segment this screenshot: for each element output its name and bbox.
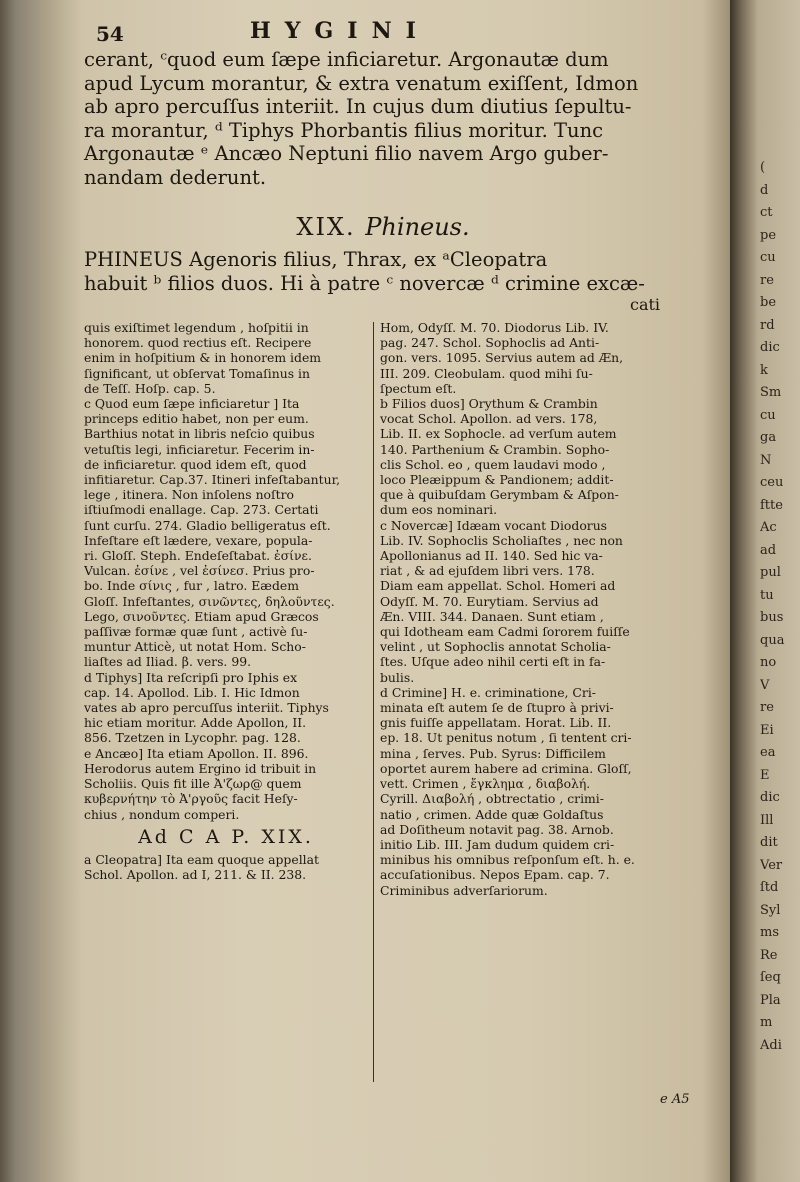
facing-page-edge (730, 0, 800, 1182)
note-line: ad Doſitheum notavit pag. 38. Arnob. (380, 821, 614, 837)
facing-page-fragment: V (760, 677, 770, 692)
notes-right-column (380, 320, 680, 898)
note-line: Æn. VIII. 344. Danaen. Sunt etiam , (380, 608, 604, 624)
note-line: pag. 247. Schol. Sophoclis ad Anti- (380, 335, 600, 351)
book-page (40, 0, 730, 1182)
note-line: minata eſt autem ſe de ſtupro à privi- (380, 700, 614, 716)
note-line: clis Schol. eo , quem laudavi modo , (380, 456, 606, 472)
note-line: d Crimine] H. e. criminatione, Cri- (380, 684, 596, 700)
note-line: 140. Parthenium & Crambin. Sopho- (380, 441, 610, 457)
note-line: ſpectum eſt. (380, 380, 457, 396)
facing-page-fragment: qua (760, 632, 785, 647)
note-line: Herodorus autem Ergino id tribuit in (84, 760, 317, 776)
note-line: Odyſſ. M. 70. Eurytiam. Servius ad (380, 593, 599, 609)
catchword: cati (630, 295, 661, 314)
note-line: natio , crimen. Adde quæ Goldaſtus (380, 806, 604, 822)
facing-page-fragment: pul (760, 565, 781, 579)
facing-page-fragment: cu (760, 250, 776, 264)
facing-page-fragment: ms (760, 925, 779, 939)
note-line: vetuſtis legi, inficiaretur. Fecerim in- (84, 441, 315, 457)
note-line: que à quibuſdam Gerymbam & Aſpon- (380, 487, 619, 503)
note-line: ep. 18. Ut penitus notum , ſi tentent cri- (380, 730, 632, 746)
running-header (40, 18, 730, 48)
note-line: vates ab apro percuſſus interiit. Tiphys (84, 700, 329, 716)
main-line: Argonautæ ᵉ Ancæo Neptuni filio navem Argo guber- (84, 142, 609, 165)
note-line: ri. Gloſſ. Steph. Endeſeſtabat. ἐσίνε. (84, 548, 312, 564)
facing-page-fragment: Re (760, 947, 778, 962)
facing-page-fragment: ſtd (760, 880, 779, 894)
note-line: muntur Atticè, ut notat Hom. Scho- (84, 639, 306, 655)
note-line: Vulcan. ἐσίνε , vel ἐσίνεσ. Prius pro- (84, 563, 315, 579)
note-line: loco Pleæippum & Pandionem; addit- (380, 472, 614, 488)
signature-mark: e A5 (660, 1092, 690, 1107)
notes-left-column (84, 320, 368, 882)
note-line: III. 209. Cleobulam. quod mihi ſu- (380, 365, 593, 381)
note-line: bulis. (380, 669, 415, 685)
facing-page-fragment: tu (760, 587, 774, 602)
facing-page-fragment: Sm (760, 385, 782, 399)
note-line: bo. Inde σίνις , fur , latro. Eædem (84, 578, 299, 594)
main-line: cerant, ᶜquod eum ſæpe inficiaretur. Argonautæ dum (84, 48, 609, 71)
note-line: Barthius notat in libris neſcio quibus (84, 426, 315, 442)
note-line: riat , & ad ejuſdem libri vers. 178. (380, 563, 595, 579)
main-line: ra morantur, ᵈ Tiphys Phorbantis filius moritur. Tunc (84, 118, 604, 142)
facing-page-fragment: Ac (760, 520, 777, 534)
note-line: 856. Tzetzen in Lycophr. pag. 128. (84, 730, 301, 746)
note-line: ſtes. Uſque adeo nihil certi eſt in fa- (380, 654, 606, 670)
running-title: HYGINI (250, 18, 430, 44)
note-line: infitiaretur. Cap.37. Itineri infeſtabantur, (84, 472, 341, 488)
facing-page-fragment: rd (760, 317, 775, 332)
facing-page-fragment: ( (760, 160, 766, 174)
note-line: quis exiſtimet legendum , hoſpitii in (84, 320, 309, 335)
note-line: ſunt curſu. 274. Gladio belligeratus eſt. (84, 517, 331, 533)
note-line: honorem. quod rectius eſt. Recipere (84, 335, 312, 351)
facing-page-fragment: pe (760, 227, 777, 242)
facing-page-fragment: ceu (760, 475, 784, 489)
note-line: gnis fuiſſe appellatam. Horat. Lib. II. (380, 715, 612, 731)
note-line: lege , itinera. Non inſolens noſtro (84, 487, 294, 503)
note-line: Schol. Apollon. ad I, 211. & II. 238. (84, 866, 307, 882)
note-line: ſignificant, ut obſervat Tomaſinus in (84, 365, 310, 381)
note-line: gon. vers. 1095. Servius autem ad Æn, (380, 350, 624, 366)
section-title: Phineus. (365, 213, 470, 241)
main-line: apud Lycum morantur, & extra venatum exiſſent, Idmon (84, 71, 639, 95)
facing-page-fragment: ftte (760, 497, 783, 512)
facing-page-fragment: d (760, 182, 769, 197)
facing-page-fragment: re (760, 700, 774, 714)
note-line: velint , ut Sophoclis annotat Scholia- (380, 639, 611, 655)
note-line: minibus his omnibus reſponſum eſt. h. e. (380, 852, 635, 868)
note-line: de Teſſ. Hoſp. cap. 5. (84, 380, 216, 396)
note-line: vocat Schol. Apollon. ad vers. 178, (380, 411, 598, 427)
note-line: a Cleopatra] Ita eam quoque appellat (84, 851, 319, 867)
facing-page-fragment: ea (760, 745, 776, 759)
facing-page-fragment: ga (760, 430, 777, 444)
main-line: nandam dederunt. (84, 165, 267, 189)
note-line: vett. Crimen , ἔγκλημα , διαβολή. (380, 776, 591, 792)
facing-page-fragment: no (760, 655, 777, 669)
facing-page-fragment: cu (760, 407, 776, 422)
note-line: dum eos nominari. (380, 502, 498, 518)
facing-page-fragment: bus (760, 610, 784, 624)
main-text (84, 48, 682, 189)
note-line: paſſivæ formæ quæ ſunt , activè ſu- (84, 624, 308, 640)
facing-page-fragment: k (760, 362, 768, 377)
section-text (84, 248, 682, 295)
facing-page-fragment: Adi (760, 1037, 782, 1052)
note-line: b Filios duos] Orythum & Crambin (380, 396, 598, 412)
note-line: mina , ſerves. Pub. Syrus: Difficilem (380, 745, 606, 761)
note-line: Lib. II. ex Sophocle. ad verſum autem (380, 426, 617, 442)
note-line: Scholiis. Quis fit ille Ἀ'ζωρ@ quem (84, 776, 302, 792)
section-heading (84, 213, 682, 241)
note-line: d Tiphys] Ita reſcripſi pro Iphis ex (84, 669, 298, 685)
note-line: c Novercæ] Idæam vocant Diodorus (380, 517, 608, 533)
note-line: hic etiam moritur. Adde Apollon, II. (84, 715, 307, 731)
note-line: iſtiuſmodi enallage. Cap. 273. Certati (84, 502, 319, 518)
note-line: initio Lib. III. Jam dudum quidem cri- (380, 836, 615, 852)
notes-subheading: Ad C A P. XIX. (138, 825, 314, 848)
note-line: Lib. IV. Sophoclis Scholiaſtes , nec non (380, 532, 623, 548)
note-line: enim in hoſpitium & in honorem idem (84, 350, 322, 366)
note-line: Gloſſ. Infeſtantes, σινῶντες, δηλοῦντες. (84, 593, 335, 609)
note-line: Diam eam appellat. Schol. Homeri ad (380, 578, 616, 594)
section-line: PHINEUS Agenoris filius, Thrax, ex ᵃCleopatra (84, 248, 548, 271)
facing-page-fragment: Pla (760, 992, 781, 1007)
note-line: cap. 14. Apollod. Lib. I. Hic Idmon (84, 684, 300, 700)
facing-page-fragment: dic (760, 340, 780, 354)
note-line: princeps editio habet, non per eum. (84, 411, 309, 427)
facing-page-fragment: ct (760, 205, 773, 219)
facing-page-fragment: Ver (760, 857, 783, 872)
note-line: chius , nondum comperi. (84, 806, 240, 822)
section-number: XIX. (296, 213, 356, 241)
column-divider (373, 322, 374, 1082)
note-line: de inficiaretur. quod idem eſt, quod (84, 456, 307, 472)
facing-page-fragment: N (760, 452, 772, 467)
facing-page-fragment: E (760, 767, 770, 782)
left-page-gutter (0, 0, 40, 1182)
facing-page-fragment: re (760, 272, 774, 287)
facing-page-fragment: Ill (760, 812, 774, 827)
note-line: Hom, Odyſſ. M. 70. Diodorus Lib. IV. (380, 320, 609, 335)
section-line: habuit ᵇ filios duos. Hi à patre ᶜ novercæ ᵈ crimine excæ- (84, 271, 645, 295)
note-line: Lego, σινοῦντες. Etiam apud Græcos (84, 608, 319, 624)
facing-page-fragment: ſeq (760, 970, 781, 984)
note-line: Infeſtare eſt lædere, vexare, popula- (84, 532, 313, 548)
note-line: accuſationibus. Nepos Epam. cap. 7. (380, 867, 610, 883)
facing-page-fragment: dit (760, 835, 778, 849)
note-line: c Quod eum ſæpe inficiaretur ] Ita (84, 396, 300, 412)
note-line: e Ancæo] Ita etiam Apollon. II. 896. (84, 745, 309, 761)
facing-page-fragment: dic (760, 790, 780, 804)
facing-page-fragment: ad (760, 542, 777, 557)
facing-page-fragment: be (760, 295, 777, 309)
note-line: Criminibus adverſariorum. (380, 882, 548, 898)
main-line: ab apro percuſſus interiit. In cujus dum diutius ſepultu- (84, 95, 632, 118)
note-line: liaſtes ad Iliad. β. vers. 99. (84, 654, 252, 670)
page-number: 54 (96, 22, 124, 46)
note-line: Cyrill. Διαβολή , obtrectatio , crimi- (380, 791, 604, 807)
facing-page-fragment: Syl (760, 902, 781, 917)
facing-page-fragment: m (760, 1015, 773, 1029)
facing-page-fragment: Ei (760, 722, 774, 737)
note-line: κυβερνήτην τὸ Ἀ'ργοῦς facit Heſy- (84, 791, 298, 807)
note-line: qui Idotheam eam Cadmi ſororem fuiſſe (380, 624, 630, 640)
note-line: Apollonianus ad II. 140. Sed hic va- (380, 548, 603, 564)
note-line: oportet aurem habere ad crimina. Gloſſ, (380, 760, 632, 776)
